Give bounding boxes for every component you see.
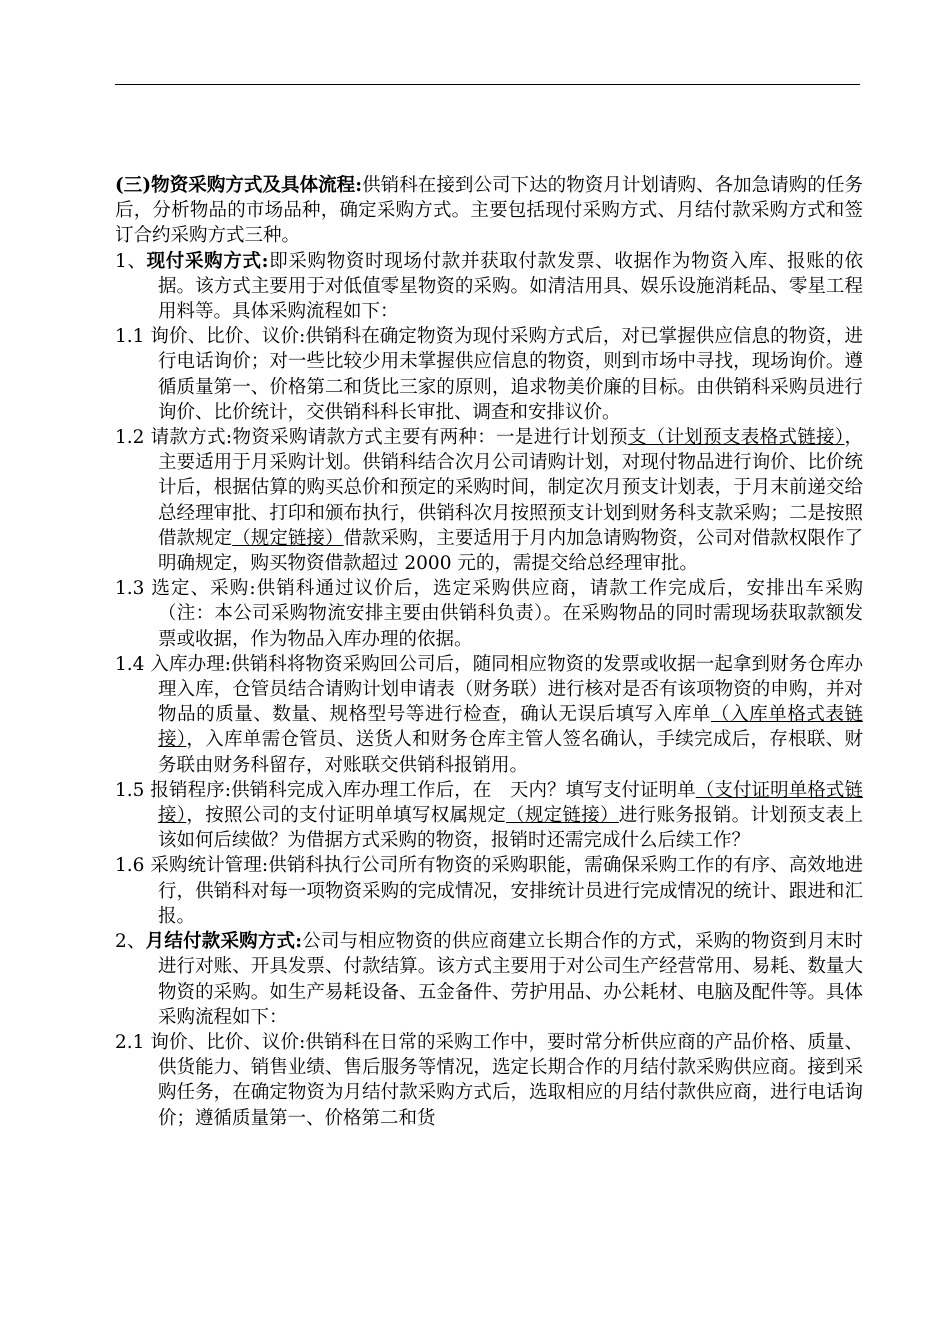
item-1-5-label: 1.5 报销程序:: [115, 779, 231, 801]
item-1-4-label: 1.4 入库办理:: [115, 653, 231, 675]
item-1-4: [115, 652, 863, 778]
item-1-6-text: 供销科执行公司所有物资的采购职能，需确保采购工作的有序、高效地进行，供销科对每一项物资采购的完成情况，安排统计员进行完成情况的统计、跟进和汇报。: [158, 855, 863, 927]
item-1-3: [115, 576, 863, 652]
item-2-1: [115, 1030, 863, 1131]
item-1-2-text-b: ，主要适用于月采购计划。供销科结合次月公司请购计划，对现付物品进行询价、比价统计后，根据估算的购买总价和预定的采购时间，制定次月预支计划表，于月末前递交给总经理审批、打印和颁布执行，供销科次月按照预支计划到财务科支款采购；二是按照借款规定: [158, 427, 863, 549]
item-1-3-text: 供销科通过议价后，选定采购供应商，请款工作完成后，安排出车采购（注：本公司采购物流安排主要由供销科负责）。在采购物品的同时需现场获取款额发票或收据，作为物品入库办理的依据。: [158, 578, 863, 650]
document-body: [115, 173, 863, 1131]
warehouse-receipt-form-link[interactable]: （入库单格式表链接）: [158, 704, 863, 751]
item-1-4-text-b: ，入库单需仓管员、送货人和财务仓库主管人签名确认，手续完成后，存根联、财务联由财务科留存，对账联交供销科报销用。: [158, 729, 863, 776]
section-1-number: 1、: [115, 250, 147, 272]
item-1-6: [115, 853, 863, 929]
payment-voucher-form-link[interactable]: （支付证明单格式链接）: [158, 779, 863, 827]
section-1-title: 现付采购方式:: [146, 250, 269, 272]
item-1-5-text-c: 进行账务报销。计划预支表上该如何后续做？为借据方式采购的物资，报销时还需完成什么后续工作？: [158, 805, 863, 852]
header-rule: [115, 84, 860, 85]
item-1-5: [115, 778, 863, 854]
item-1-1: [115, 324, 863, 425]
item-1-2: [115, 425, 863, 576]
section-1: [115, 249, 863, 325]
intro-text: 供销科在接到公司下达的物资月计划请购、各加急请购的任务后，分析物品的市场品种，确定采购方式。主要包括现付采购方式、月结付款采购方式和签订合约采购方式三种。: [115, 175, 863, 247]
item-1-2-text-c: 借款采购，主要适用于月内加急请购物资，公司对借款权限作了明确规定，购买物资借款超过 2000 元的，需提交给总经理审批。: [158, 527, 863, 575]
item-1-5-text-b: ，按照公司的支付证明单填写权属规定: [186, 805, 507, 827]
item-1-2-text-a: 物资采购请款方式主要有两种：一是进行计划预: [232, 427, 628, 449]
item-2-1-label: 2.1 询价、比价、议价:: [115, 1031, 306, 1053]
item-1-2-label: 1.2 请款方式:: [115, 427, 233, 449]
item-1-5-text-a: 供销科完成入库办理工作后，在 天内？填写支付证明单: [230, 779, 696, 801]
section-2: [115, 929, 863, 1030]
item-1-4-text-a: 供销科将物资采购回公司后，随同相应物资的发票或收据一起拿到财务仓库办理入库，仓管员结合请购计划申请表（财务联）进行核对是否有该项物资的申购，并对物品的质量、数量、规格型号等进行检查，确认无误后填写入库单: [158, 653, 863, 726]
section-2-text: 公司与相应物资的供应商建立长期合作的方式，采购的物资到月末时进行对账、开具发票、付款结算。该方式主要用于对公司生产经营常用、易耗、数量大物资的采购。如生产易耗设备、五金备件、劳护用品、办公耗材、电脑及配件等。具体采购流程如下：: [158, 931, 863, 1028]
section-2-number: 2、: [115, 931, 146, 953]
item-2-1-text: 供销科在日常的采购工作中，要时常分析供应商的产品价格、质量、供货能力、销售业绩、售后服务等情况，选定长期合作的月结付款采购供应商。接到采购任务，在确定物资为月结付款采购方式后，选取相应的月结付款供应商，进行电话询价；遵循质量第一、价格第二和货: [158, 1031, 863, 1129]
item-1-6-label: 1.6 采购统计管理:: [115, 855, 269, 877]
item-1-3-label: 1.3 选定、采购:: [115, 578, 256, 600]
intro-paragraph: [115, 173, 863, 249]
item-1-1-label: 1.1 询价、比价、议价:: [115, 326, 306, 348]
item-1-1-text: 供销科在确定物资为现付采购方式后，对已掌握供应信息的物资，进行电话询价；对一些比较少用未掌握供应信息的物资，则到市场中寻找，现场询价。遵循质量第一、价格第二和货比三家的原则，追求物美价廉的目标。由供销科采购员进行询价、比价统计，交供销科科长审批、调查和安排议价。: [158, 326, 863, 423]
payment-rules-link[interactable]: （规定链接）: [506, 805, 619, 827]
loan-rules-link[interactable]: （规定链接）: [232, 527, 344, 549]
section-2-title: 月结付款采购方式:: [145, 931, 303, 953]
section-1-text: 即采购物资时现场付款并获取付款发票、收据作为物资入库、报账的依据。该方式主要用于对低值零星物资的采购。如清洁用具、娱乐设施消耗品、零星工程用料等。具体采购流程如下：: [158, 250, 863, 323]
advance-plan-form-link[interactable]: 支（计划预支表格式链接）: [627, 427, 845, 449]
section-heading: (三)物资采购方式及具体流程:: [115, 175, 363, 196]
